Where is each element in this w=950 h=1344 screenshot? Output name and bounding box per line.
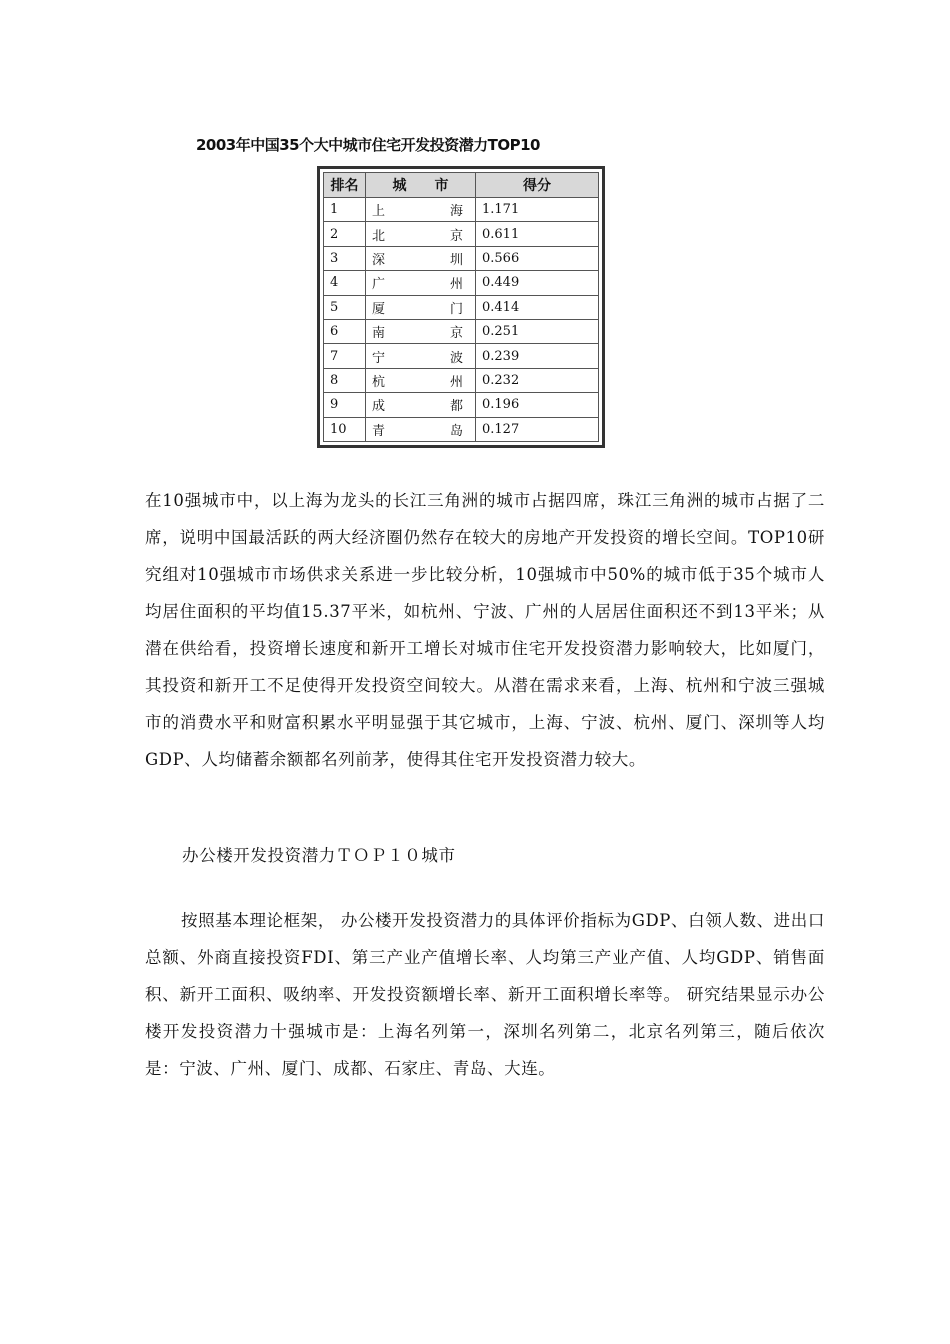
city-char-second: 波 [449,350,463,366]
table-row [324,319,599,343]
score-cell: 0.414 [476,295,599,319]
city-cell [366,319,476,343]
rank-cell: 1 [324,198,366,222]
city-cell [366,368,476,392]
table-header-row [324,173,599,198]
city-char-first: 北 [372,228,386,244]
city-char-first: 青 [372,423,386,439]
city-char-first: 成 [372,399,386,415]
table-title: 2003年中国35个大中城市住宅开发投资潜力TOP10 [196,136,540,154]
score-cell: 0.611 [476,222,599,246]
rank-cell: 3 [324,246,366,270]
table-row [324,198,599,222]
city-cell [366,222,476,246]
rank-cell: 2 [324,222,366,246]
rank-cell: 5 [324,295,366,319]
table-row [324,271,599,295]
score-cell: 0.251 [476,319,599,343]
score-cell: 1.171 [476,198,599,222]
header-city: 城 市 [366,173,476,198]
table-row [324,295,599,319]
city-char-first: 厦 [372,301,386,317]
city-char-second: 州 [449,374,463,390]
city-char-first: 杭 [372,374,386,390]
paragraph-office: 按照基本理论框架， 办公楼开发投资潜力的具体评价指标为GDP、白领人数、进出口总额、外商直接投资FDI、第三产业产值增长率、人均第三产业产值、人均GDP、销售面积、新开工面积、吸纳率、开发投资额增长率、新开工面积增长率等。 研究结果显示办公楼开发投资潜力十强城市是：上海名列第一，深圳名列第二，北京名列第三，随后依次是：宁波、广州、厦门、成都、石家庄、青岛、大连。 [145,911,825,1078]
city-char-second: 岛 [449,423,463,439]
section-heading-office: 办公楼开发投资潜力ＴＯＰ１０城市 [182,846,456,865]
table-row [324,222,599,246]
city-char-second: 门 [449,301,463,317]
score-cell: 0.566 [476,246,599,270]
city-char-second: 京 [449,326,463,342]
score-cell: 0.127 [476,417,599,441]
city-char-first: 深 [372,252,386,268]
table-row [324,368,599,392]
score-cell: 0.239 [476,344,599,368]
city-char-second: 州 [449,277,463,293]
header-rank: 排名 [324,173,366,198]
city-char-second: 海 [449,204,463,220]
ranking-table [323,172,599,442]
city-cell [366,344,476,368]
score-cell: 0.449 [476,271,599,295]
city-char-second: 京 [449,228,463,244]
city-cell [366,246,476,270]
table-row [324,393,599,417]
city-cell [366,198,476,222]
city-char-first: 南 [372,326,386,342]
city-char-first: 宁 [372,350,386,366]
header-score: 得分 [476,173,599,198]
city-char-first: 上 [372,204,386,220]
city-cell [366,295,476,319]
ranking-table-frame [317,166,605,448]
score-cell: 0.232 [476,368,599,392]
paragraph-residential: 在10强城市中，以上海为龙头的长江三角洲的城市占据四席，珠江三角洲的城市占据了二席，说明中国最活跃的两大经济圈仍然存在较大的房地产开发投资的增长空间。TOP10研究组对10强城市市场供求关系进一步比较分析，10强城市中50%的城市低于35个城市人均居住面积的平均值15.37平米，如杭州、宁波、广州的人居居住面积还不到13平米；从潜在供给看，投资增长速度和新开工增长对城市住宅开发投资潜力影响较大，比如厦门，其投资和新开工不足使得开发投资空间较大。从潜在需求来看，上海、杭州和宁波三强城市的消费水平和财富积累水平明显强于其它城市，上海、宁波、杭州、厦门、深圳等人均GDP、人均储蓄余额都名列前茅，使得其住宅开发投资潜力较大。 [145,491,825,769]
city-char-first: 广 [372,277,386,293]
rank-cell: 7 [324,344,366,368]
table-row [324,417,599,441]
rank-cell: 10 [324,417,366,441]
city-cell [366,417,476,441]
city-cell [366,393,476,417]
table-row [324,344,599,368]
score-cell: 0.196 [476,393,599,417]
rank-cell: 6 [324,319,366,343]
rank-cell: 9 [324,393,366,417]
city-char-second: 都 [449,399,463,415]
rank-cell: 8 [324,368,366,392]
city-cell [366,271,476,295]
city-char-second: 圳 [449,252,463,268]
table-row [324,246,599,270]
rank-cell: 4 [324,271,366,295]
